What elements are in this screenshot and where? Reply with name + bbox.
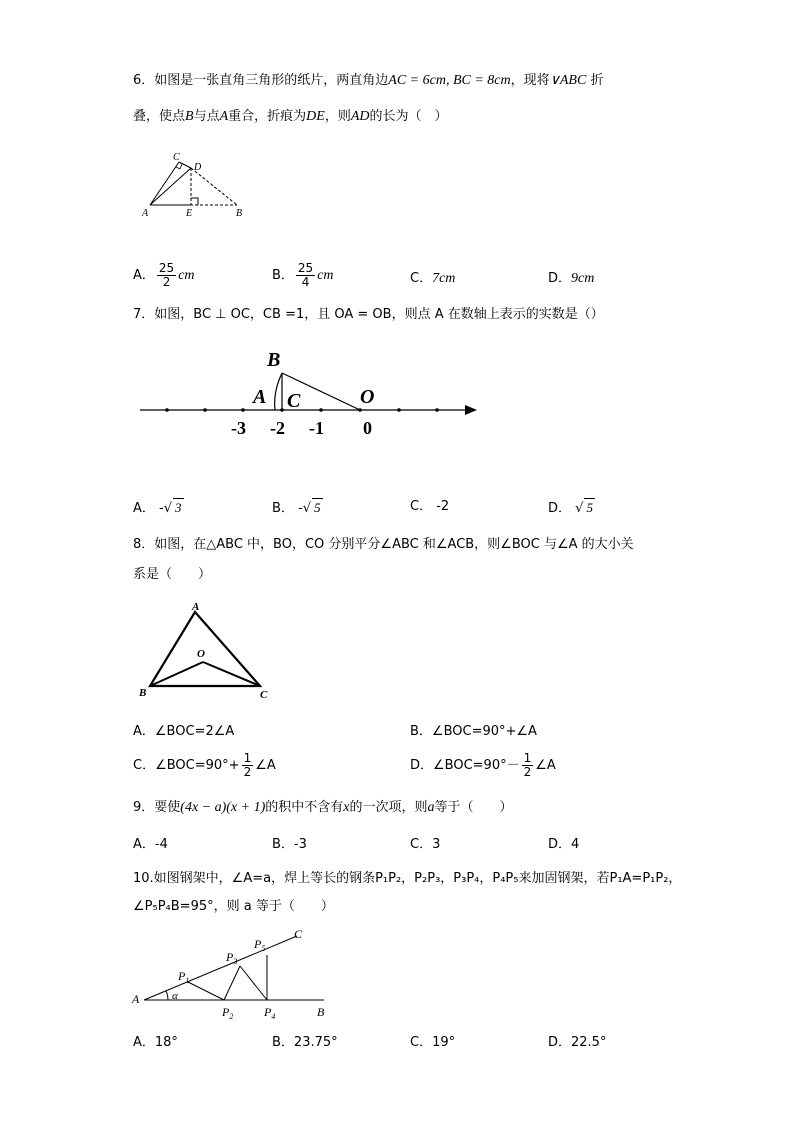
radical-icon: √ xyxy=(163,501,173,516)
q8-figure xyxy=(138,600,278,702)
q10-figure xyxy=(132,926,342,1026)
sign: - xyxy=(159,501,164,516)
sign: - xyxy=(298,501,303,516)
denominator: 2 xyxy=(243,765,252,779)
q10-label-p4 xyxy=(263,1005,275,1021)
q6-text: 6．如图是一张直角三角形的纸片，两直角边 xyxy=(133,73,389,88)
numerator: 1 xyxy=(523,751,532,765)
q6-option-c[interactable] xyxy=(410,270,455,288)
option-label: B． xyxy=(272,268,294,283)
option-text: ∠A xyxy=(255,758,276,773)
q8-stem-line1: 8．如图，在△ABC 中，BO，CO 分别平分∠ABC 和∠ACB，则∠BOC 与∠A 的大小关 xyxy=(133,537,634,552)
q10-label-p5 xyxy=(253,937,265,953)
q9-stem xyxy=(133,799,513,817)
option-text: D．∠BOC=90°－ xyxy=(410,758,520,773)
q7-option-a[interactable] xyxy=(133,498,184,518)
q8-stem-line2: 系是（ ） xyxy=(133,567,212,582)
q8-option-a[interactable]: A．∠BOC=2∠A xyxy=(133,724,235,739)
fraction xyxy=(522,752,534,779)
q9-var-x: x xyxy=(343,800,350,815)
q6-math-sides: AC = 6cm, BC = 8cm xyxy=(388,73,511,88)
option-value: 9cm xyxy=(571,271,595,286)
q6-math-triangle: ∨ABC xyxy=(549,73,587,88)
subscript: 4 xyxy=(271,1012,276,1021)
denominator: 2 xyxy=(162,275,171,289)
q10-option-a[interactable]: A．18° xyxy=(133,1035,178,1050)
subscript: 5 xyxy=(261,944,266,953)
q6-label-e: E xyxy=(186,208,193,219)
q8-label-a: A xyxy=(192,601,200,613)
numerator: 25 xyxy=(158,261,175,275)
q7-option-c[interactable] xyxy=(410,498,449,516)
q7-tick-minus1: -1 xyxy=(309,418,324,438)
q10-label-a: A xyxy=(132,992,140,1006)
radicand: 3 xyxy=(175,500,182,515)
q6-option-b[interactable] xyxy=(272,262,334,289)
unit: cm xyxy=(178,268,195,283)
subscript: 2 xyxy=(229,1012,234,1021)
q7-option-b[interactable] xyxy=(272,498,323,518)
q7-tick-zero: 0 xyxy=(363,418,372,438)
q8-label-o: O xyxy=(197,648,205,660)
q6-point-a: A xyxy=(219,109,229,124)
q8-label-c: C xyxy=(260,689,268,701)
q10-label-p1 xyxy=(177,969,189,985)
subscript: 1 xyxy=(185,976,190,985)
q7-tick-minus3: -3 xyxy=(231,418,246,438)
option-value: 7cm xyxy=(432,271,456,286)
q6-label-a: A xyxy=(142,208,149,219)
option-text: ∠A xyxy=(535,758,556,773)
q6-text: ，现将 xyxy=(510,73,550,88)
denominator: 4 xyxy=(301,275,310,289)
fraction xyxy=(157,262,176,289)
option-label: A． xyxy=(133,501,155,516)
q8-option-c[interactable] xyxy=(133,752,276,779)
q10-label-alpha: α xyxy=(172,990,178,1002)
q10-label-b: B xyxy=(317,1005,325,1019)
option-label: A． xyxy=(133,268,155,283)
radicand: 5 xyxy=(314,500,321,515)
q9-expression: (4x − a)(x + 1) xyxy=(180,800,266,815)
q10-option-c[interactable]: C．19° xyxy=(410,1035,456,1050)
q8-option-b[interactable]: B．∠BOC=90°+∠A xyxy=(410,724,537,739)
q7-option-d[interactable] xyxy=(548,498,595,518)
denominator: 2 xyxy=(523,765,532,779)
q9-option-c[interactable]: C．3 xyxy=(410,837,441,852)
point-letter: P xyxy=(254,937,262,951)
q6-text: 折 xyxy=(586,73,604,88)
q7-stem: 7．如图，BC ⊥ OC，CB =1，且 OA = OB，则点 A 在数轴上表示的实数是（） xyxy=(133,307,604,322)
numerator: 25 xyxy=(297,261,314,275)
q9-text: 9．要使 xyxy=(133,800,181,815)
q10-stem-line1: 10.如图钢架中，∠A=a，焊上等长的钢条P₁P₂，P₂P₃，P₃P₄，P₄P₅来加固钢架，若P₁A=P₁P₂， xyxy=(133,871,682,886)
q6-stem-line1 xyxy=(133,72,603,90)
radical-icon: √ xyxy=(302,501,312,516)
point-letter: P xyxy=(178,969,186,983)
q6-point-b: B xyxy=(185,109,194,124)
radical-icon: √ xyxy=(575,501,584,516)
q9-option-b[interactable]: B．-3 xyxy=(272,837,307,852)
q9-text: 等于（ ） xyxy=(434,800,513,815)
q7-number-line-figure xyxy=(135,340,485,445)
q9-text: 的一次项，则 xyxy=(349,800,428,815)
fraction xyxy=(296,262,315,289)
q6-text: 重合，折痕为 xyxy=(228,109,307,124)
point-letter: P xyxy=(264,1005,272,1019)
q6-label-d: D xyxy=(194,162,202,173)
q9-text: 的积中不含有 xyxy=(265,800,344,815)
q6-text: 的长为（ ） xyxy=(369,109,448,124)
q6-text: ，则 xyxy=(324,109,351,124)
q6-segment-ad: AD xyxy=(350,109,370,124)
option-label: C． xyxy=(410,499,433,514)
q9-var-a: a xyxy=(427,800,435,815)
option-label: D． xyxy=(548,271,572,286)
q6-figure xyxy=(140,150,250,222)
option-label: B． xyxy=(272,501,294,516)
q7-label-o: O xyxy=(360,386,375,408)
q9-option-d[interactable]: D．4 xyxy=(548,837,580,852)
q6-text: 叠，使点 xyxy=(133,109,186,124)
q10-label-c: C xyxy=(294,927,303,941)
radicand: 5 xyxy=(586,500,593,515)
q6-stem-line2 xyxy=(133,108,448,126)
q9-option-a[interactable]: A．-4 xyxy=(133,837,168,852)
option-text: C．∠BOC=90°+ xyxy=(133,758,240,773)
fraction xyxy=(242,752,254,779)
q6-option-a[interactable] xyxy=(133,262,195,289)
q6-label-b: B xyxy=(236,208,243,219)
q10-option-d[interactable]: D．22.5° xyxy=(548,1035,607,1050)
q7-label-c: C xyxy=(287,390,301,412)
point-letter: P xyxy=(226,950,234,964)
unit: cm xyxy=(317,268,334,283)
numerator: 1 xyxy=(243,751,252,765)
option-label: D． xyxy=(548,501,572,516)
q8-label-b: B xyxy=(139,687,147,699)
q7-label-a: A xyxy=(253,386,267,408)
q8-option-d[interactable] xyxy=(410,752,556,779)
q10-option-b[interactable]: B．23.75° xyxy=(272,1035,338,1050)
subscript: 3 xyxy=(233,957,238,966)
q10-stem-line2: ∠P₅P₄B=95°，则 a 等于（ ） xyxy=(133,899,334,914)
q6-text: 与点 xyxy=(193,109,220,124)
q6-option-d[interactable] xyxy=(548,270,594,288)
q7-tick-minus2: -2 xyxy=(270,418,285,438)
q10-label-p3 xyxy=(225,950,237,966)
q10-label-p2 xyxy=(221,1005,233,1021)
option-label: C． xyxy=(410,271,433,286)
point-letter: P xyxy=(222,1005,230,1019)
option-value: -2 xyxy=(436,499,450,514)
q6-crease: DE xyxy=(306,109,325,124)
q6-label-c: C xyxy=(173,152,180,163)
q7-label-b: B xyxy=(267,349,281,371)
